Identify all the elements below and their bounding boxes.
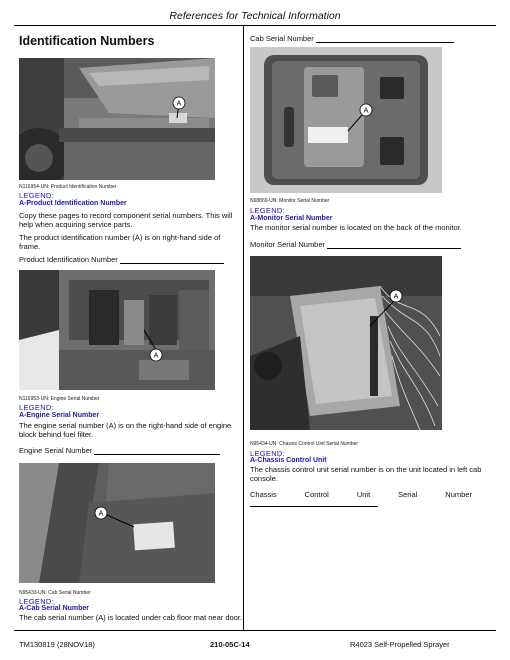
legend-label: LEGEND: xyxy=(250,449,286,458)
engine-serial-photo xyxy=(19,270,215,390)
body-paragraph: Copy these pages to record component serial numbers. This will help when acquiring service parts. xyxy=(19,211,233,229)
field-label-word: Number xyxy=(445,490,472,499)
callout-a: A xyxy=(98,510,104,518)
figure-caption: N98869-UN: Monitor Serial Number xyxy=(250,198,330,204)
body-paragraph: The cab serial number (A) is located under cab floor mat near door. xyxy=(19,613,243,622)
field-label: Engine Serial Number xyxy=(19,446,93,455)
page-header-title: References for Technical Information xyxy=(169,10,341,22)
field-blank-line xyxy=(327,240,461,249)
footer-product: R4023 Self-Propelled Sprayer xyxy=(350,640,450,649)
product-id-field xyxy=(19,255,224,264)
legend-item: A-Product Identification Number xyxy=(19,200,127,207)
monitor-serial-photo xyxy=(250,47,442,193)
chassis-control-unit-field xyxy=(250,490,472,499)
callout-a: A xyxy=(393,293,399,301)
legend-item: A-Cab Serial Number xyxy=(19,605,90,612)
legend-item: A-Monitor Serial Number xyxy=(250,215,333,222)
field-label-word: Unit xyxy=(356,490,371,499)
legend-label: LEGEND: xyxy=(19,191,55,200)
field-blank-line xyxy=(316,34,454,43)
body-paragraph: The chassis control unit serial number is on the unit located in left cab console. xyxy=(250,465,482,483)
header-rule xyxy=(14,25,496,26)
field-blank-line xyxy=(94,446,220,455)
body-paragraph: The monitor serial number is located on the back of the monitor. xyxy=(250,223,462,232)
column-divider xyxy=(243,25,244,630)
body-paragraph: The product identification number (A) is on right-hand side of frame. xyxy=(19,233,221,251)
legend-item: A-Engine Serial Number xyxy=(19,412,100,419)
figure-caption: N95433-UN: Cab Serial Number xyxy=(19,590,91,596)
footer-doc-id: TM130819 (28NOV18) xyxy=(19,640,95,649)
body-paragraph: The engine serial number (A) is on the right-hand side of engine block behind fuel filter. xyxy=(19,421,232,439)
field-label-word: Chassis xyxy=(250,490,277,499)
monitor-serial-field xyxy=(250,240,461,249)
callout-a: A xyxy=(153,352,159,360)
field-label-word: Serial xyxy=(398,490,418,499)
cab-serial-photo xyxy=(19,463,215,583)
legend-label: LEGEND: xyxy=(19,403,55,412)
legend-label: LEGEND: xyxy=(19,597,55,606)
engine-serial-field xyxy=(19,446,220,455)
field-label: Product Identification Number xyxy=(19,255,118,264)
callout-a: A xyxy=(363,107,369,115)
footer-rule xyxy=(14,630,496,631)
chassis-control-unit-photo xyxy=(250,256,442,430)
figure-caption: N116953-UN: Engine Serial Number xyxy=(19,396,100,402)
footer-page-number: 210-05C-14 xyxy=(210,640,250,649)
figure-caption: N95434-UN: Chassis Control Unit Serial Number xyxy=(250,441,359,447)
callout-a: A xyxy=(176,100,182,108)
legend-item: A-Chassis Control Unit xyxy=(250,457,327,464)
field-label: Monitor Serial Number xyxy=(250,240,326,249)
field-blank-line xyxy=(120,255,224,264)
cab-serial-field xyxy=(250,34,454,43)
field-blank-line xyxy=(250,506,378,507)
product-id-photo xyxy=(19,58,215,180)
legend-label: LEGEND: xyxy=(250,206,286,215)
figure-caption: N116954-UN: Product Identification Number xyxy=(19,184,117,190)
field-label: Cab Serial Number xyxy=(250,34,314,43)
section-heading: Identification Numbers xyxy=(19,34,155,48)
field-label-word: Control xyxy=(304,490,329,499)
